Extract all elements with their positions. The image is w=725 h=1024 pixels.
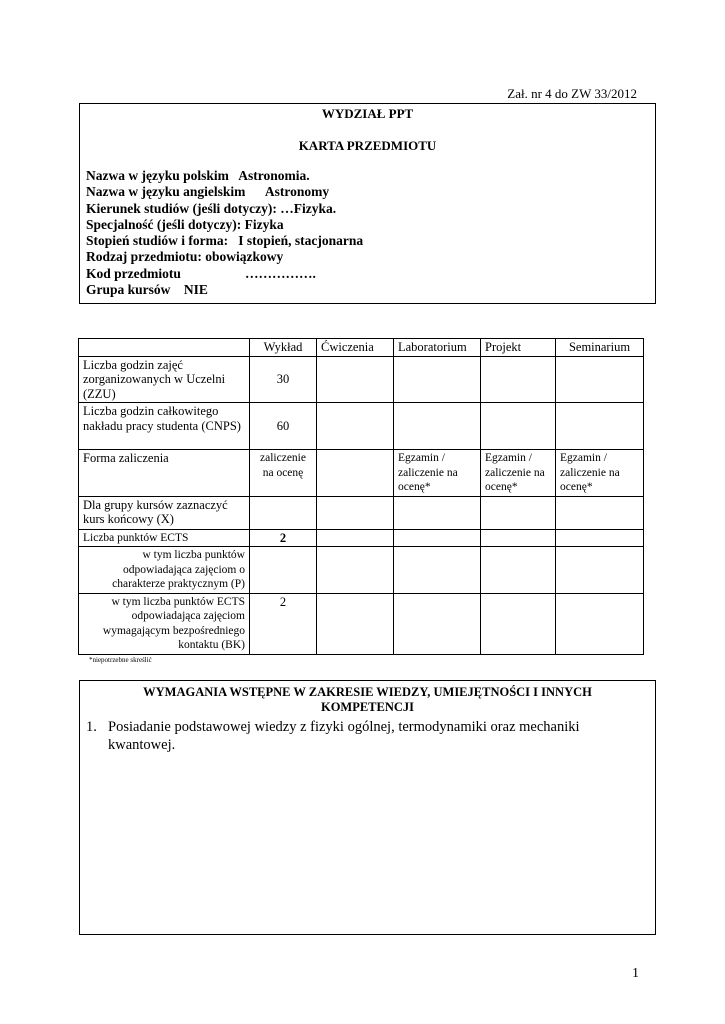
cnps-exercises — [317, 403, 394, 450]
requirement-item — [86, 718, 625, 754]
course-info-lines — [86, 168, 363, 298]
zzu-project — [481, 356, 556, 403]
final-lab — [394, 496, 481, 529]
course-type: Rodzaj przedmiotu: obowiązkowy — [86, 249, 284, 265]
ects-lecture: 2 — [250, 529, 317, 547]
table-row-form — [79, 450, 644, 497]
page-number: 1 — [632, 966, 639, 981]
final-project — [481, 496, 556, 529]
table-row-final — [79, 496, 644, 529]
form-seminar: Egzamin / zaliczenie na ocenę* — [556, 450, 644, 497]
form-project: Egzamin / zaliczenie na ocenę* — [481, 450, 556, 497]
row-label-form: Forma zaliczenia — [79, 450, 250, 497]
specialization: Specjalność (jeśli dotyczy): Fizyka — [86, 216, 284, 232]
cnps-lab — [394, 403, 481, 450]
course-code: Kod przedmiotu ……………. — [86, 265, 316, 281]
cnps-seminar — [556, 403, 644, 450]
practical-lecture — [250, 547, 317, 594]
bk-project — [481, 593, 556, 654]
card-title: KARTA PRZEDMIOTU — [298, 138, 437, 153]
table-row-bk — [79, 593, 644, 654]
col-lecture: Wykład — [250, 339, 317, 357]
row-label-final: Dla grupy kursów zaznaczyć kurs końcowy (X) — [79, 496, 250, 529]
ects-seminar — [556, 529, 644, 547]
zzu-exercises — [317, 356, 394, 403]
table-row-ects — [79, 529, 644, 547]
table-header-row — [79, 339, 644, 357]
course-header-box — [79, 103, 656, 304]
course-group: Grupa kursów NIE — [86, 282, 208, 298]
header-empty-cell — [79, 339, 250, 357]
final-lecture — [250, 496, 317, 529]
practical-exercises — [317, 547, 394, 594]
course-name-pl: Nazwa w języku polskim Astronomia. — [86, 168, 310, 183]
requirements-box — [79, 680, 656, 935]
form-lecture: zaliczenie na ocenę — [250, 450, 317, 497]
requirement-text: Posiadanie podstawowej wiedzy z fizyki ogólnej, termodynamiki oraz mechaniki kwantowej. — [108, 719, 580, 753]
form-lab: Egzamin / zaliczenie na ocenę* — [394, 450, 481, 497]
zzu-seminar — [556, 356, 644, 403]
faculty-title: WYDZIAŁ PPT — [321, 106, 414, 121]
field-of-study: Kierunek studiów (jeśli dotyczy): …Fizyka. — [86, 200, 337, 216]
table-row-practical — [79, 547, 644, 594]
course-name-en: Nazwa w języku angielskim Astronomy — [86, 184, 330, 200]
ects-exercises — [317, 529, 394, 547]
table-row-cnps — [79, 403, 644, 450]
table-row-zzu — [79, 356, 644, 403]
col-seminar: Seminarium — [556, 339, 644, 357]
row-label-zzu: Liczba godzin zajęć zorganizowanych w Uczelni (ZZU) — [79, 356, 250, 403]
practical-project — [481, 547, 556, 594]
zzu-lab — [394, 356, 481, 403]
row-label-cnps: Liczba godzin całkowitego nakładu pracy studenta (CNPS) — [79, 403, 250, 450]
col-laboratory: Laboratorium — [394, 339, 481, 357]
col-exercises: Ćwiczenia — [317, 339, 394, 357]
ects-lab — [394, 529, 481, 547]
bk-lecture: 2 — [250, 593, 317, 654]
footnote: *niepotrzebne skreślić — [89, 656, 152, 664]
row-label-ects: Liczba punktów ECTS — [79, 529, 250, 547]
col-project: Projekt — [481, 339, 556, 357]
practical-seminar — [556, 547, 644, 594]
practical-lab — [394, 547, 481, 594]
final-exercises — [317, 496, 394, 529]
ects-project — [481, 529, 556, 547]
bk-seminar — [556, 593, 644, 654]
row-label-practical: w tym liczba punktów odpowiadająca zajęciom o charakterze praktycznym (P) — [79, 547, 250, 594]
row-label-bk: w tym liczba punktów ECTS odpowiadająca zajęciom wymagającym bezpośredniego kontaktu (BK) — [79, 593, 250, 654]
bk-exercises — [317, 593, 394, 654]
cnps-lecture: 60 — [250, 403, 317, 450]
requirement-number: 1. — [86, 719, 97, 735]
attachment-note: Zał. nr 4 do ZW 33/2012 — [507, 86, 637, 101]
zzu-lecture: 30 — [250, 356, 317, 403]
study-level-form: Stopień studiów i forma: I stopień, stacjonarna — [86, 233, 364, 249]
cnps-project — [481, 403, 556, 450]
requirements-title: WYMAGANIA WSTĘPNE W ZAKRESIE WIEDZY, UMIEJĘTNOŚCI I INNYCH KOMPETENCJI — [143, 685, 592, 714]
course-hours-table — [78, 338, 644, 655]
final-seminar — [556, 496, 644, 529]
bk-lab — [394, 593, 481, 654]
form-exercises — [317, 450, 394, 497]
